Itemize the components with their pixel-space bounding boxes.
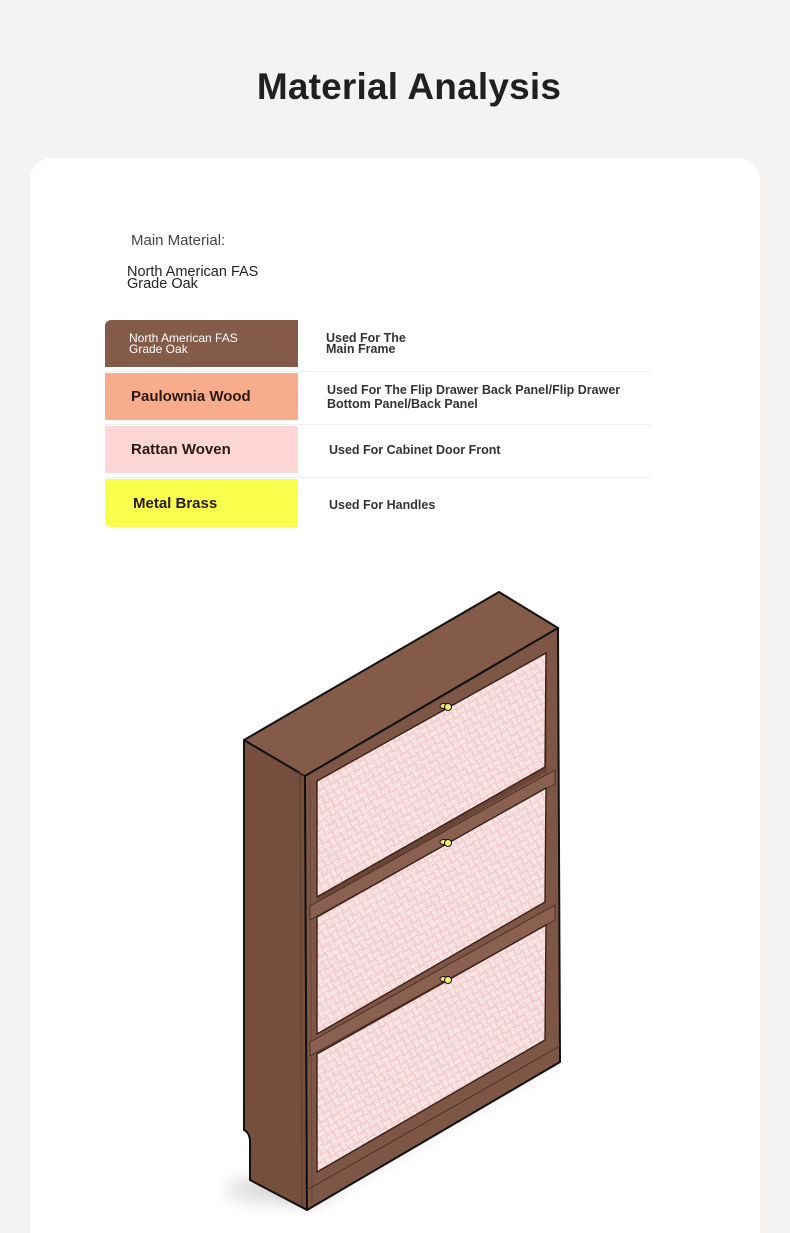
- material-swatch-oak: [105, 320, 298, 367]
- material-swatch-rattan: [105, 426, 298, 473]
- material-usage-text: Used For Handles: [329, 498, 436, 512]
- material-name: North American FAS Grade Oak: [129, 330, 238, 356]
- page-title: Material Analysis: [256, 66, 562, 107]
- material-usage: [329, 425, 649, 475]
- material-name: Paulownia Wood: [131, 388, 251, 405]
- material-usage-text: Used For The Main Frame: [326, 331, 406, 356]
- material-row: [105, 372, 651, 425]
- main-material-label: Main Material:: [131, 232, 226, 249]
- material-row: [105, 319, 651, 372]
- material-swatch-paulownia: [105, 373, 298, 420]
- material-usage: [327, 372, 647, 422]
- material-usage-text: Used For Cabinet Door Front: [329, 443, 501, 457]
- material-row: [105, 478, 651, 530]
- material-row: [105, 425, 651, 478]
- material-swatch-brass: [105, 479, 298, 527]
- main-material-value: North American FAS Grade Oak: [127, 264, 259, 292]
- material-usage: [329, 480, 649, 530]
- material-name: Rattan Woven: [131, 441, 231, 458]
- material-usage: [326, 319, 646, 369]
- material-name: Metal Brass: [133, 494, 218, 512]
- cabinet-side-panel: [244, 740, 307, 1210]
- material-usage-text: Used For The Flip Drawer Back Panel/Flip Drawer Bottom Panel/Back Panel: [327, 383, 621, 411]
- shoe-cabinet-icon: [200, 580, 600, 1230]
- materials-table: [105, 319, 651, 530]
